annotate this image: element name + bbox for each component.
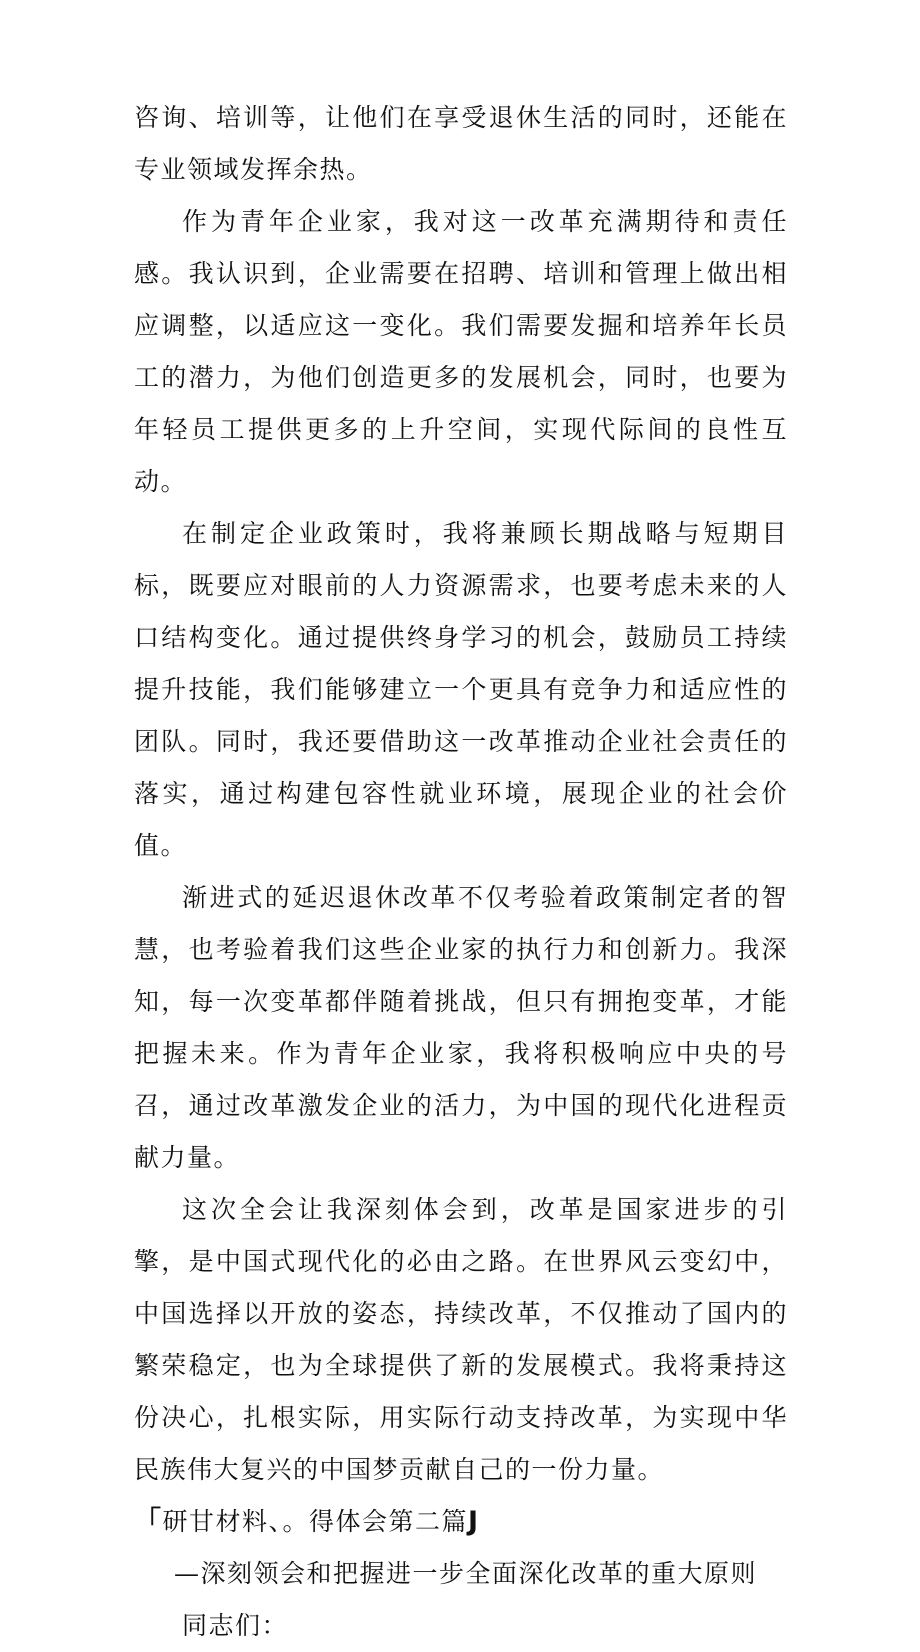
paragraph-conclusion: 这次全会让我深刻体会到，改革是国家进步的引擎，是中国式现代化的必由之路。在世界风云变幻中，中国选择以开放的姿态，持续改革，不仅推动了国内的繁荣稳定，也为全球提供了新的发展模式。我将秉持这份决心，扎根实际，用实际行动支持改革，为实现中华民族伟大复兴的中国梦贡献自己的一份力量。 [134,1195,788,1484]
heading-open-bracket: 「 [134,1506,163,1537]
section-subtitle: —深刻领会和把握进一步全面深化改革的重大原则 [174,1559,758,1588]
paragraph-policy: 在制定企业政策时，我将兼顾长期战略与短期目标，既要应对眼前的人力资源需求，也要考虑未来的人口结构变化。通过提供终身学习的机会，鼓励员工持续提升技能，我们能够建立一个更具有竞争力和适应性的团队。同时，我还要借助这一改革推动企业社会责任的落实，通过构建包容性就业环境，展现企业的社会价值。 [134,519,788,860]
section-heading [134,1496,788,1548]
greeting: 同志们： [182,1611,289,1640]
document-body [134,92,788,1652]
heading-text: 研甘材料、。得体会第二篇 [162,1507,469,1536]
paragraph-reform-test: 渐进式的延迟退休改革不仅考验着政策制定者的智慧，也考验着我们这些企业家的执行力和创新力。我深知，每一次变革都伴随着挑战，但只有拥抱变革，才能把握未来。作为青年企业家，我将积极响应中央的号召，通过改革激发企业的活力，为中国的现代化进程贡献力量。 [134,883,788,1172]
paragraph-continuation: 咨询、培训等，让他们在享受退休生活的同时，还能在专业领域发挥余热。 [134,103,788,184]
heading-close-bracket: J [468,1506,480,1537]
paragraph-expectation: 作为青年企业家，我对这一改革充满期待和责任感。我认识到，企业需要在招聘、培训和管理上做出相应调整，以适应这一变化。我们需要发掘和培养年长员工的潜力，为他们创造更多的发展机会，同时，也要为年轻员工提供更多的上升空间，实现代际间的良性互动。 [134,207,788,496]
